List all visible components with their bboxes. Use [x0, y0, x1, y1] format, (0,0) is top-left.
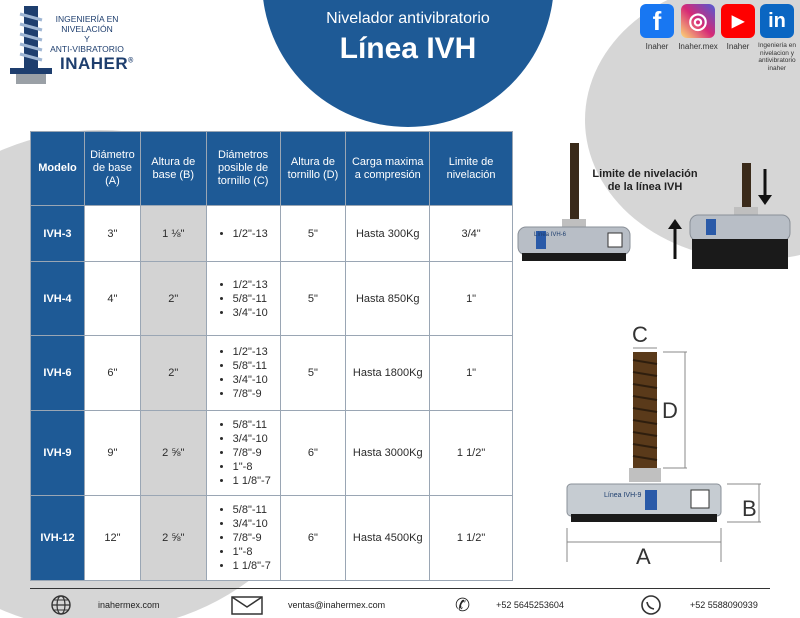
table-row: IVH-9 9" 2 ⅝" • 5/8"-11 • 3/4"-10 • 7/8"-9 • 1"-8 • 1 1/8"-7 6" Hasta 3000Kg 1 1/2" [31, 411, 513, 496]
social-linkedin[interactable]: in Ingeniería en nivelacion y antivibratorio inaher [756, 4, 798, 72]
footer-divider [30, 588, 770, 589]
email-text: ventas@inahermex.com [288, 600, 386, 610]
linkedin-icon: in [760, 4, 794, 38]
spec-table [30, 131, 513, 581]
envelope-icon [230, 594, 264, 616]
pad-right [692, 239, 788, 269]
social-instagram[interactable]: ◎ Inaher.mex [676, 4, 720, 51]
hex-nut [629, 468, 661, 482]
page-header [262, 10, 554, 66]
logo-brand: INAHER® [60, 54, 134, 73]
whatsapp-icon [640, 594, 662, 616]
social-youtube[interactable]: ▶ Inaher [717, 4, 759, 51]
dimension-label-d: D [662, 398, 678, 423]
dimension-illustration [555, 330, 775, 570]
logo-tagline: INGENIERÍA EN NIVELACIÓN Y ANTI-VIBRATORIO [50, 14, 124, 54]
table-row: IVH-12 12" 2 ⅝" • 5/8"-11 • 3/4"-10 • 7/8"-9 • 1"-8 • 1 1/8"-7 6" Hasta 4500Kg 1 1/2" [31, 496, 513, 581]
page-title: Línea IVH [339, 32, 477, 65]
nut-left [562, 219, 586, 227]
rubber-pad [571, 514, 717, 522]
screw-left [570, 143, 579, 223]
table-row: IVH-6 6" 2" • 1/2"-13 • 5/8"-11 • 3/4"-10 • 7/8"-9 5" Hasta 1800Kg 1" [31, 336, 513, 411]
phone-icon: ✆ [455, 594, 471, 615]
product-label-small: Línea IVH-6 [534, 232, 567, 238]
header-screw-diameters: Diámetros posible de tornillo (C) [206, 132, 280, 206]
footer-phone-1[interactable] [455, 594, 564, 616]
footer-website[interactable] [50, 594, 160, 616]
instagram-icon: ◎ [681, 4, 715, 38]
dimension-label-b: B [742, 496, 757, 521]
youtube-icon: ▶ [721, 4, 755, 38]
header-screw-height: Altura de tornillo (D) [280, 132, 346, 206]
leveling-illustration [510, 135, 800, 275]
product-label-large: Línea IVH-9 [604, 492, 642, 499]
table-row: IVH-3 3" 1 ⅛" • 1/2"-13 5" Hasta 300Kg 3/4" [31, 206, 513, 262]
pad-left [522, 253, 626, 261]
header-base-height: Altura de base (B) [140, 132, 206, 206]
facebook-icon: f [640, 4, 674, 38]
dimension-label-a: A [636, 544, 651, 569]
page-subtitle: Nivelador antivibratorio [326, 10, 490, 27]
website-text: inahermex.com [98, 600, 160, 610]
header-leveling-limit: Limite de nivelación [430, 132, 513, 206]
base-right [690, 215, 790, 241]
phone1-text: +52 5645253604 [496, 600, 564, 610]
globe-icon [50, 594, 72, 616]
table-row: IVH-4 4" 2" • 1/2"-13 • 5/8"-11 • 3/4"-10 5" Hasta 850Kg 1" [31, 262, 513, 336]
phone2-text: +52 5588090939 [690, 600, 758, 610]
table-header-row [31, 132, 513, 206]
social-facebook[interactable]: f Inaher [636, 4, 678, 51]
footer-phone-2[interactable] [640, 594, 758, 616]
header-max-load: Carga maxima a compresión [346, 132, 430, 206]
footer-email[interactable] [230, 594, 385, 616]
nut-right [734, 207, 758, 215]
company-logo [6, 4, 134, 86]
leveler-logo-icon [6, 4, 56, 86]
header-base-diameter: Diámetro de base (A) [84, 132, 140, 206]
dimension-label-c: C [632, 322, 648, 347]
leveling-caption: Limite de nivelación de la línea IVH [592, 168, 698, 193]
header-model: Modelo [31, 132, 85, 206]
screw-right [742, 163, 751, 211]
